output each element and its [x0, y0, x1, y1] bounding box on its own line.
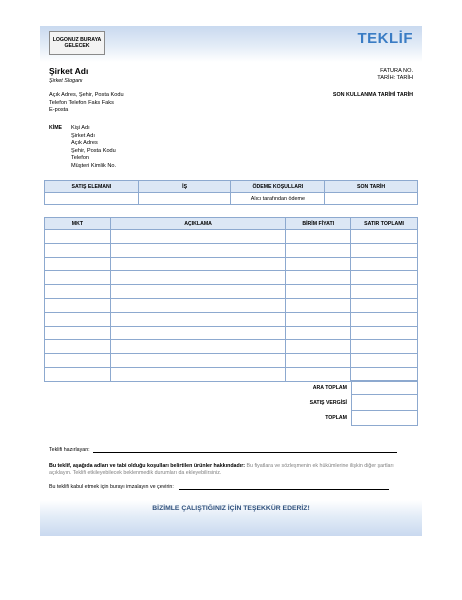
- table-row: [45, 271, 418, 285]
- subtotal-label: ARA TOPLAM: [312, 384, 347, 391]
- cell-unit-price[interactable]: [286, 340, 351, 354]
- recipient-phone: Telefon: [71, 155, 90, 162]
- recipient-address: Açık Adres: [71, 140, 98, 147]
- cell-description[interactable]: [110, 271, 285, 285]
- col-unit-price: BİRİM FİYATI: [286, 218, 351, 230]
- cell-description[interactable]: [110, 354, 285, 368]
- company-email: E-posta: [49, 107, 69, 114]
- logo-placeholder: [49, 31, 105, 55]
- tax-label: SATIŞ VERGİSİ: [309, 399, 347, 406]
- col-quantity: MKT: [45, 218, 111, 230]
- cell-line-total[interactable]: [351, 354, 418, 368]
- cell-unit-price[interactable]: [286, 354, 351, 368]
- cell-unit-price[interactable]: [286, 312, 351, 326]
- table-row: [45, 243, 418, 257]
- cell-line-total[interactable]: [351, 257, 418, 271]
- cell-line-total[interactable]: [351, 230, 418, 244]
- cell-description[interactable]: [110, 243, 285, 257]
- cell-description[interactable]: [110, 340, 285, 354]
- col-payment-terms: ÖDEME KOŞULLARI: [231, 181, 325, 193]
- cell-quantity[interactable]: [45, 354, 111, 368]
- subtotal-row: [255, 380, 418, 395]
- cell-unit-price[interactable]: [286, 243, 351, 257]
- items-table: [44, 217, 418, 382]
- cell-quantity[interactable]: [45, 230, 111, 244]
- table-row: [45, 340, 418, 354]
- terms-note-placeholder: Bu fiyatlara ve sözleşmenin ek hükümlerine ilişkin diğer şartları açıklayın. Teklifi etkileyebilecek beklenmedik durumları da ekleyebilirsiniz.: [49, 463, 394, 477]
- table-row: [45, 312, 418, 326]
- company-address: [49, 92, 124, 115]
- cell-quantity[interactable]: [45, 312, 111, 326]
- cell-description[interactable]: [110, 257, 285, 271]
- col-line-total: SATIR TOPLAMI: [351, 218, 418, 230]
- cell-description[interactable]: [110, 312, 285, 326]
- company-phone-fax: Telefon Telefon Faks Faks: [49, 99, 114, 106]
- cell-description[interactable]: [110, 230, 285, 244]
- cell-description[interactable]: [110, 326, 285, 340]
- cell-due-date[interactable]: [325, 193, 418, 205]
- col-description: AÇIKLAMA: [110, 218, 285, 230]
- subtotal-value[interactable]: [351, 380, 418, 395]
- cell-unit-price[interactable]: [286, 230, 351, 244]
- cell-quantity[interactable]: [45, 367, 111, 381]
- cell-line-total[interactable]: [351, 271, 418, 285]
- table-row: [45, 285, 418, 299]
- col-salesperson: SATIŞ ELEMANI: [45, 181, 139, 193]
- cell-unit-price[interactable]: [286, 298, 351, 312]
- col-job: İŞ: [138, 181, 231, 193]
- cell-payment-terms[interactable]: Alıcı tarafından ödeme: [231, 193, 325, 205]
- invoice-date: TARİH: TARİH: [377, 75, 413, 82]
- accept-label: Bu teklifi kabul etmek için burayı imzalayın ve çevirin:: [49, 484, 174, 490]
- company-slogan: Şirket Sloganı: [49, 78, 83, 84]
- cell-description[interactable]: [110, 298, 285, 312]
- cell-description[interactable]: [110, 285, 285, 299]
- recipient-label: KİME: [49, 125, 62, 131]
- totals-block: [255, 380, 418, 426]
- accept-line: [49, 484, 389, 490]
- table-row: [45, 354, 418, 368]
- expiry-date: SON KULLANMA TARİHİ TARİH: [332, 92, 413, 98]
- cell-unit-price[interactable]: [286, 257, 351, 271]
- terms-table: [44, 180, 418, 205]
- logo-line-2: GELECEK: [64, 43, 90, 49]
- recipient-name: Kişi Adı: [71, 125, 90, 131]
- table-row: [45, 298, 418, 312]
- company-name: Şirket Adı: [49, 66, 89, 76]
- cell-quantity[interactable]: [45, 271, 111, 285]
- cell-line-total[interactable]: [351, 298, 418, 312]
- cell-quantity[interactable]: [45, 257, 111, 271]
- total-row: [255, 411, 418, 426]
- cell-quantity[interactable]: [45, 298, 111, 312]
- table-row: [45, 326, 418, 340]
- signature-field[interactable]: [179, 489, 389, 490]
- logo-line-1: LOGONUZ BURAYA: [52, 36, 102, 43]
- tax-value[interactable]: [351, 395, 418, 410]
- cell-quantity[interactable]: [45, 326, 111, 340]
- cell-line-total[interactable]: [351, 340, 418, 354]
- prepared-by-line: [49, 447, 397, 453]
- cell-line-total[interactable]: [351, 312, 418, 326]
- recipient-block: [71, 125, 116, 171]
- terms-note-text: Bu teklif, aşağıda adları ve tabi olduğu koşulları belirtilen ürünler hakkındadır:: [49, 463, 246, 469]
- table-row: [45, 193, 418, 205]
- tax-row: [255, 395, 418, 410]
- cell-quantity[interactable]: [45, 243, 111, 257]
- item-rows: [45, 230, 418, 382]
- cell-unit-price[interactable]: [286, 326, 351, 340]
- invoice-number: FATURA NO.: [380, 68, 413, 74]
- invoice-info: [377, 68, 413, 82]
- terms-note: [49, 463, 415, 477]
- table-row: [45, 257, 418, 271]
- cell-job[interactable]: [138, 193, 231, 205]
- cell-quantity[interactable]: [45, 340, 111, 354]
- cell-salesperson[interactable]: [45, 193, 139, 205]
- total-label: TOPLAM: [325, 415, 347, 422]
- recipient-company: Şirket Adı: [71, 132, 95, 139]
- cell-line-total[interactable]: [351, 243, 418, 257]
- cell-quantity[interactable]: [45, 285, 111, 299]
- prepared-by-label: Teklifi hazırlayan:: [49, 447, 90, 453]
- col-due-date: SON TARİH: [325, 181, 418, 193]
- cell-line-total[interactable]: [351, 285, 418, 299]
- cell-unit-price[interactable]: [286, 271, 351, 285]
- table-row: [45, 230, 418, 244]
- recipient-city: Şehir, Posta Kodu: [71, 147, 116, 154]
- thank-you-message: BİZİMLE ÇALIŞTIĞINIZ İÇİN TEŞEKKÜR EDERİZ!: [152, 505, 310, 512]
- recipient-customer-id: Müşteri Kimlik No.: [71, 162, 117, 169]
- total-value[interactable]: [351, 411, 418, 426]
- cell-line-total[interactable]: [351, 326, 418, 340]
- document-title: TEKLİF: [357, 30, 413, 47]
- cell-unit-price[interactable]: [286, 285, 351, 299]
- company-address-line: Açık Adres, Şehir, Posta Kodu: [49, 92, 124, 98]
- prepared-by-field[interactable]: [93, 452, 397, 453]
